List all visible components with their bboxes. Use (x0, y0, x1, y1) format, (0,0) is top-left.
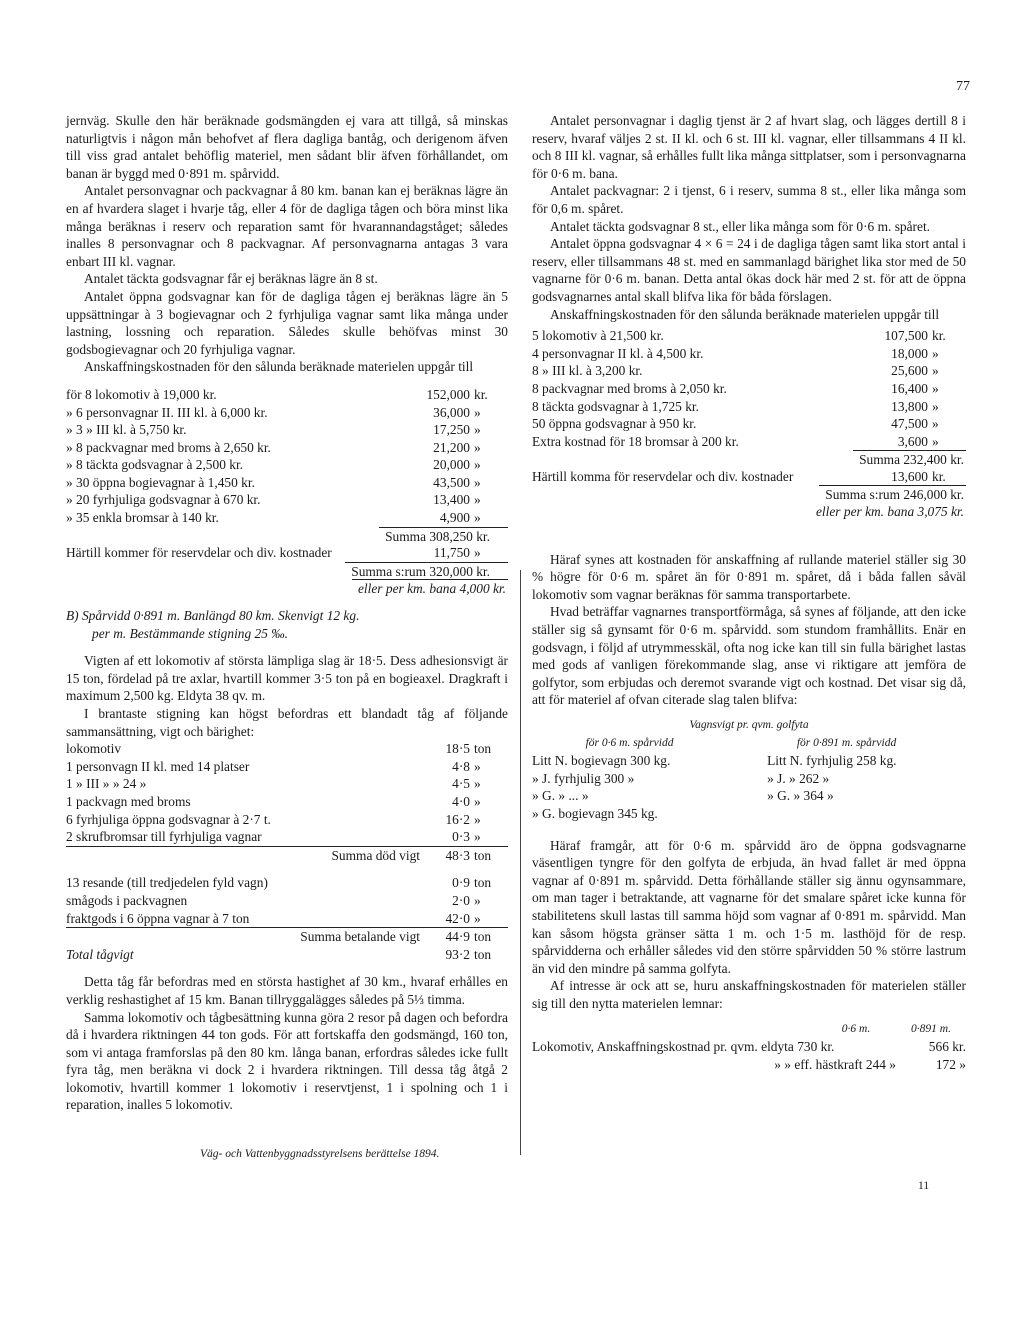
last-table-row: Lokomotiv, Anskaffningskostnad pr. qvm. eldyta 730 kr. 566 kr. (532, 1039, 966, 1055)
left-column (66, 112, 508, 1114)
train-row: 6 fyrhjuliga öppna godsvagnar à 2·7 t. 16·2 » (66, 811, 481, 827)
paragraph: Antalet öppna godsvagnar 4 × 6 = 24 i de dagliga tågen samt lika stort antal i reserv, eller tillsammans 48 st. med en sammanlagd bärighet lika stor med de 50 vagnarne för 0·6 m. banan. Detta antal ökas dock här med 2 st. för att de öppna godsvagnarnes antal skall blifva lika för båda förslagen. (532, 236, 966, 304)
last-table-row: » » eff. hästkraft 244 » 172 » (774, 1056, 966, 1072)
cost-row: för 8 lokomotiv à 19,000 kr. 152,000 kr. (66, 386, 488, 402)
paragraph: Antalet täckta godsvagnar 8 st., eller lika många som för 0·6 m. spåret. (550, 218, 931, 234)
load-row: smågods i packvagnen 2·0 » (66, 892, 481, 908)
train-row: lokomotiv 18·5 ton (66, 741, 492, 757)
cost-row: 4 personvagnar II kl. à 4,500 kr. 18,000 » (532, 345, 939, 361)
cost-row: » 8 packvagnar med broms à 2,650 kr. 21,200 » (66, 439, 481, 455)
sum-row: Summa död vigt 48·3 ton (66, 846, 508, 865)
table-row: Litt N. bogievagn 300 kg. Litt N. fyrhjulig 258 kg. (532, 753, 897, 769)
paragraph: Antalet packvagnar: 2 i tjenst, 6 i reserv, summa 8 st., eller lika många som för 0,6 m. spåret. (532, 183, 966, 216)
paragraph: Af intresse är ock att se, huru anskaffningskostnaden för materielen ställer sig till den nytta materielen lemnar: (532, 978, 966, 1011)
paragraph: Häraf synes att kostnaden för anskaffning af rullande materiel ställer sig 30 % högre för 0·6 m. spåret än för 0·891 m. spåret, då i båda fallen såväl lokomotiv som vagnar beräknas för samma transportarbete. (532, 551, 966, 602)
cost-row: 50 öppna godsvagnar à 950 kr. 47,500 » (532, 416, 939, 432)
column-divider (520, 570, 521, 1155)
section-heading: B) Spårvidd 0·891 m. Banlängd 80 km. Skenvigt 12 kg. (66, 608, 360, 624)
paragraph: Detta tåg får befordras med en största hastighet af 30 km., hvaraf erhålles en verklig reshastighet af 15 km. Banan tillryggalägges således på 5⅓ timma. (66, 974, 508, 1007)
cost-row: 8 packvagnar med broms à 2,050 kr. 16,400 » (532, 380, 939, 396)
reserve-row: Härtill komma för reservdelar och div. kostnader 13,600 kr. (532, 468, 946, 484)
train-row: 1 personvagn II kl. med 14 platser 4·8 » (66, 758, 481, 774)
load-row: 13 resande (till tredjedelen fyld vagn) 0·9 ton (66, 875, 492, 891)
cost-row: » 6 personvagnar II. III kl. à 6,000 kr. 36,000 » (66, 404, 481, 420)
train-row: 1 » III » » 24 » 4·5 » (66, 776, 481, 792)
paragraph: Antalet täckta godsvagnar får ej beräknas lägre än 8 st. (84, 271, 378, 287)
sum-row: Summa betalande vigt 44·9 ton (66, 927, 508, 946)
paragraph: Antalet personvagnar och packvagnar å 80 km. banan kan ej beräknas lägre än en af hvardera slaget i hvarje tåg, eller 4 för de dagliga tågen och böra minst lika många beräknas i reserv och reparation samt för hvarannandagståget; således inalles 8 personvagnar och 8 packvagnar. Af personvagnarna antagas 3 vara enbart III kl. vagnar. (66, 183, 508, 269)
paragraph: Samma lokomotiv och tågbesättning kunna göra 2 resor på dagen och befordra då i hvardera riktningen 44 ton gods. För att fortskaffa den godsmängd, 160 ton, som vi antaga framforslas på den 80 km. långa banan, erfordras således icke fullt fyra tåg, men beräkna vi dock 2 i hvardera riktningen. Till dessa tåg åtgå 2 lokomotiv, hvartill kommer 1 lokomotiv i reservtjenst, 1 i spolning och 1 i reparation, inalles 5 lokomotiv. (66, 1009, 508, 1113)
per-km-row: eller per km. bana 4,000 kr. (66, 579, 508, 597)
section-heading: per m. Bestämmande stigning 25 ‰. (92, 625, 289, 641)
train-list (66, 740, 508, 846)
weight-table (532, 735, 966, 823)
paragraph: Hvad beträffar vagnarnes transportförmåga, så synes af följande, att den icke ställer sig så gynsamt för 0·6 m. spårvidd. som stundom framhållits. Enär en godsvagn, i följd af utrymmesskäl, ofta nog icke kan till sin fulla bärighet lastas med gods af vanligen förekommande slag, anse vi riktigare att jemföra de golfytor, som erbjudas och deremot svarande vigt och kostnad. Det visar sig då, att för materiel af ofvan citerade slag talen blifva: (532, 604, 966, 708)
cost-list (532, 327, 966, 450)
train-row: 1 packvagn med broms 4·0 » (66, 793, 481, 809)
paragraph: Anskaffningskostnaden för den sålunda beräknade materielen uppgår till (550, 306, 940, 322)
cost-row: » 30 öppna bogievagnar à 1,450 kr. 43,500 » (66, 474, 481, 490)
reserve-row: Härtill kommer för reservdelar och div. kostnader 11,750 » (66, 545, 481, 561)
sum-row: Summa 232,400 kr. (532, 450, 966, 468)
sheet-number: 11 (918, 1180, 930, 1192)
train-row: 2 skrufbromsar till fyrhjuliga vagnar 0·3 » (66, 829, 481, 845)
cost-row: » 35 enkla bromsar à 140 kr. 4,900 » (66, 510, 481, 526)
load-list (66, 874, 508, 927)
table-row: » G. » ... » » G. » 364 » (532, 788, 834, 804)
cost-list (66, 386, 508, 527)
sum-row: Summa s:rum 320,000 kr. (66, 562, 508, 580)
paragraph: Häraf framgår, att för 0·6 m. spårvidd äro de öppna godsvagnarne väsentligen tyngre för den golfyta de erbjuda, än hvad fallet är med öppna vagnar af 0·891 m. spårvidd. Detta förhållande ställer sig ännu ogynsammare, om man tager i betraktande, att vagnarne för det smalare spåret icke kunna för stabilitetens skull lastas till samma höjd som vagnar af 0·891 m. spårvidd. Man kan såsom högsta gränser sätta 1 m. och 1·5 m. lasthöjd för de resp. spårvidderna och erhåller således vid den större spårvidden 50 % större lastrum än vid den mindre på samma golfyta. (532, 837, 966, 976)
cost-row: » 3 » III kl. à 5,750 kr. 17,250 » (66, 422, 481, 438)
paragraph: Anskaffningskostnaden för den sålunda beräknade materielen uppgår till (84, 359, 474, 375)
page-footer: Väg- och Vattenbyggnadsstyrelsens berättelse 1894. (200, 1148, 440, 1160)
paragraph: Antalet öppna godsvagnar kan för de dagliga tågen ej beräknas lägre än 5 uppsättningar à 3 bogievagnar och 2 fyrhjuliga vagnar samt lika många under lastning, lossning och reparation. Således skulle behöfvas minst 30 godsbogievagnar och 20 fyrhjuliga vagnar. (66, 288, 508, 357)
sum-row: Summa s:rum 246,000 kr. (532, 485, 966, 503)
load-row: fraktgods i 6 öppna vagnar à 7 ton 42·0 » (66, 910, 481, 926)
paragraph: Antalet personvagnar i daglig tjenst är 2 af hvart slag, och lägges dertill 8 i reserv, hvaraf väljes 2 st. II kl. och 6 st. III kl. vagnar, eller tillsammans 4 II kl. och 8 III kl. vagnar, så erhålles fullt lika många sittplatser, som i personvagnarna för 0·6 m. bana. (532, 113, 966, 181)
paragraph: I brantaste stigning kan högst befordras ett blandadt tåg af följande sammansättning, vigt och bärighet: (66, 706, 508, 739)
table-header: för 0·891 m. spårvidd (796, 736, 897, 749)
cost-row: 8 täckta godsvagnar à 1,725 kr. 13,800 » (532, 398, 939, 414)
cost-row: 5 lokomotiv à 21,500 kr. 107,500 kr. (532, 328, 946, 344)
per-km-row: eller per km. bana 3,075 kr. (815, 504, 964, 520)
table-title: Vagnsvigt pr. qvm. golfyta (689, 719, 809, 731)
cost-row: 8 » III kl. à 3,200 kr. 25,600 » (532, 363, 939, 379)
table-header: för 0·6 m. spårvidd (585, 736, 674, 749)
page-number: 77 (956, 79, 970, 94)
total-row: Total tågvigt 93·2 ton (66, 946, 492, 962)
last-table-header: 0·6 m. 0·891 m. (841, 1022, 951, 1035)
table-row: » G. bogievagn 345 kg. (532, 805, 658, 821)
paragraph: Vigten af ett lokomotiv af största lämpliga slag är 18·5. Dess adhesionsvigt är 15 ton, fördelad på tre axlar, hvartill kommer 3·5 ton på en bogieaxel. Dragkraft i maximum 2,500 kg. Eldyta 38 qv. m. (66, 653, 508, 704)
cost-row: » 8 täckta godsvagnar à 2,500 kr. 20,000 » (66, 457, 481, 473)
cost-row: Extra kostnad för 18 bromsar à 200 kr. 3,600 » (532, 433, 939, 449)
cost-row: » 20 fyrhjuliga godsvagnar à 670 kr. 13,400 » (66, 492, 481, 508)
table-row: » J. fyrhjulig 300 » » J. » 262 » (532, 770, 830, 786)
right-column (532, 112, 966, 1073)
paragraph: jernväg. Skulle den här beräknade godsmängden ej vara att tillgå, så minskas naturligtvis i någon mån behofvet af flera dagliga bantåg, och derigenom äfven till viss grad antalet behöflig materiel, men sådant blir äfven förhållandet, om banan är byggd med 0·891 m. spårvidd. (66, 113, 508, 181)
sum-row: Summa 308,250 kr. (66, 527, 508, 545)
